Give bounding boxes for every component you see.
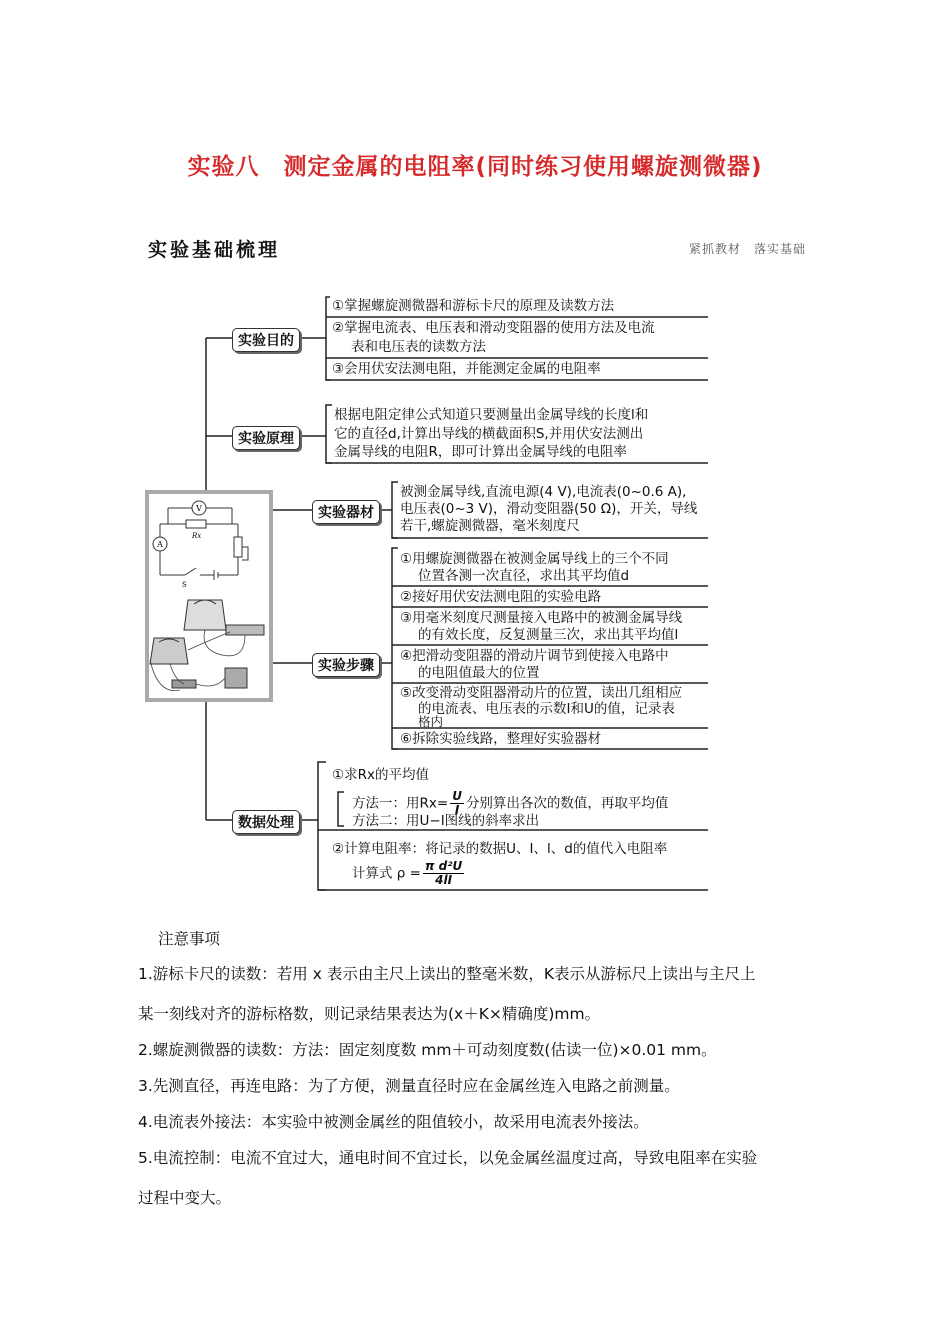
- step-line: ⑥拆除实验线路，整理好实验器材: [400, 731, 602, 747]
- ammeter-device: [150, 638, 188, 664]
- note-line: 4.电流表外接法：本实验中被测金属丝的阻值较小，故采用电流表外接法。: [138, 1113, 649, 1131]
- voltmeter-device: [184, 600, 226, 630]
- method1-denominator: I: [454, 803, 460, 817]
- section-subtitle: 紧抓教材 落实基础: [685, 240, 810, 257]
- step-line: 的电流表、电压表的示数I和U的值，记录表: [418, 701, 675, 717]
- note-line: 2.螺旋测微器的读数：方法：固定刻度数 mm＋可动刻度数(估读一位)×0.01 mm。: [138, 1041, 717, 1059]
- step-line: ⑤改变滑动变阻器滑动片的位置，读出几组相应: [400, 685, 683, 701]
- step-line: 的有效长度，反复测量三次，求出其平均值l: [418, 627, 679, 643]
- node-data: 数据处理: [232, 810, 300, 834]
- method1-numerator: U: [452, 789, 462, 803]
- equipment-line: 被测金属导线,直流电源(4 V),电流表(0~0.6 A),: [400, 484, 687, 500]
- method1-prefix: 方法一：用Rx=: [352, 795, 449, 812]
- data-part1-title: ①求Rx的平均值: [332, 767, 429, 783]
- note-line: 1.游标卡尺的读数：若用 x 表示由主尺上读出的整毫米数，K表示从游标尺上读出与主尺上: [138, 965, 756, 983]
- step-line: 格内: [418, 714, 444, 729]
- step-line: ①用螺旋测微器在被测金属导线上的三个不同: [400, 551, 669, 567]
- switch-label: S: [182, 581, 187, 589]
- method1-suffix: 分别算出各次的数值，再取平均值: [465, 795, 669, 812]
- formula-numerator: π d²U: [424, 859, 463, 873]
- purpose-item: ②掌握电流表、电压表和滑动变阻器的使用方法及电流: [332, 320, 655, 336]
- step-line: ③用毫米刻度尺测量接入电路中的被测金属导线: [400, 610, 683, 626]
- purpose-item: ③会用伏安法测电阻，并能测定金属的电阻率: [332, 361, 601, 377]
- step-line: ④把滑动变阻器的滑动片调节到使接入电路中: [400, 648, 669, 664]
- note-line: 3.先测直径，再连电路：为了方便，测量直径时应在金属丝连入电路之前测量。: [138, 1077, 680, 1095]
- section-title: 实验基础梳理: [144, 235, 286, 262]
- principle-line: 金属导线的电阻R，即可计算出金属导线的电阻率: [334, 444, 627, 460]
- equipment-line: 若干,螺旋测微器，毫米刻度尺: [400, 518, 580, 534]
- data-part2-title: ②计算电阻率：将记录的数据U、I、l、d的值代入电阻率: [332, 841, 668, 857]
- illustration-frame: [147, 492, 271, 700]
- formula-denominator: 4lI: [435, 873, 453, 887]
- step-line: ②接好用伏安法测电阻的实验电路: [400, 589, 602, 605]
- note-line: 5.电流控制：电流不宜过大，通电时间不宜过长，以免金属丝温度过高，导致电阻率在实验: [138, 1149, 758, 1167]
- voltmeter-label: V: [196, 504, 202, 513]
- resistor-label: Rx: [192, 532, 202, 540]
- note-line: 过程中变大。: [138, 1189, 232, 1207]
- node-equipment: 实验器材: [312, 500, 380, 524]
- note-line: 某一刻线对齐的游标格数，则记录结果表达为(x＋K×精确度)mm。: [138, 1005, 601, 1023]
- rheostat-device: [226, 625, 264, 635]
- step-line: 位置各测一次直径，求出其平均值d: [418, 568, 630, 584]
- formula-prefix: 计算式 ρ =: [352, 865, 421, 882]
- principle-line: 它的直径d,计算出导线的横截面积S,并用伏安法测出: [334, 426, 644, 442]
- node-principle: 实验原理: [232, 426, 300, 450]
- purpose-item: ①掌握螺旋测微器和游标卡尺的原理及读数方法: [332, 298, 615, 314]
- notes-heading: 注意事项: [158, 930, 221, 948]
- page-title: 实验八 测定金属的电阻率(同时练习使用螺旋测微器): [187, 154, 763, 180]
- battery-device: [225, 668, 247, 688]
- principle-line: 根据电阻定律公式知道只要测量出金属导线的长度l和: [334, 407, 649, 423]
- data-method2: 方法二：用U−I图线的斜率求出: [352, 813, 540, 829]
- equipment-line: 电压表(0~3 V)，滑动变阻器(50 Ω)，开关，导线: [400, 501, 698, 517]
- purpose-item: 表和电压表的读数方法: [351, 339, 486, 355]
- node-purpose: 实验目的: [232, 328, 300, 352]
- node-steps: 实验步骤: [312, 653, 380, 677]
- step-line: 的电阻值最大的位置: [418, 665, 540, 681]
- ammeter-label: A: [157, 540, 163, 549]
